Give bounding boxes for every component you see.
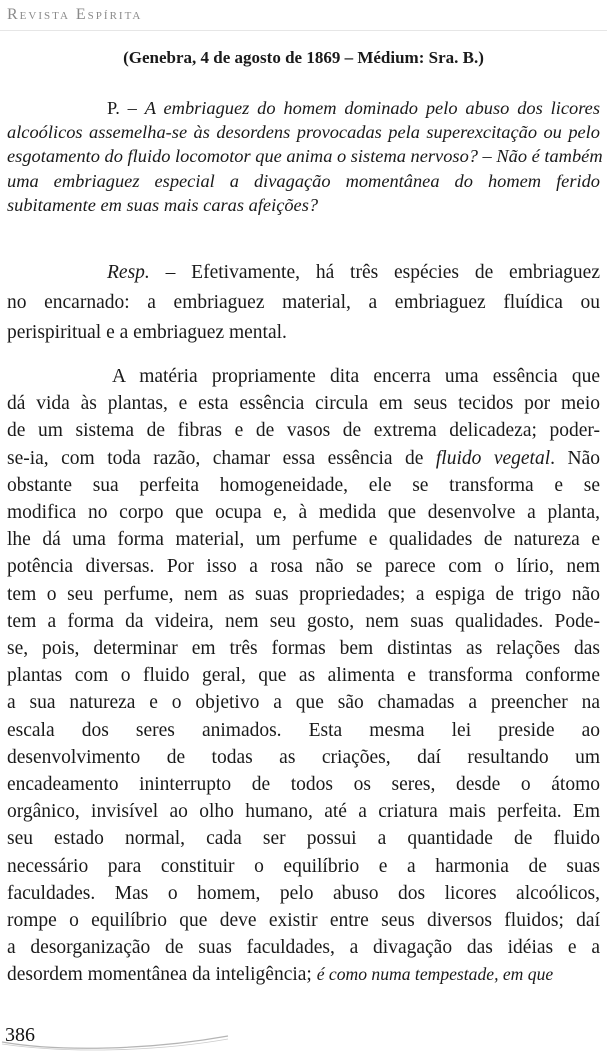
header-divider (0, 30, 607, 31)
body-line: faculdades. Mas o homem, pelo abuso dos licores alcoólicos, (7, 882, 600, 904)
question-paragraph (7, 96, 603, 217)
body-line: encadeamento ininterrupto de todos os seres, desde o átomo (7, 774, 600, 796)
body-line: seu estado normal, cada ser possui a quantidade de fluido (7, 828, 600, 850)
body-line: tem a forma da videira, nem seu gosto, nem suas qualidades. Pode- (7, 610, 600, 632)
response-label: Resp. (107, 262, 150, 283)
body-line: dá vida às plantas, e esta essência circula em seus tecidos por meio (7, 393, 600, 415)
question-line: alcoólicos assemelha-se às desordens provocadas pela superexcitação ou pelo (7, 122, 600, 143)
body-line: escala dos seres animados. Esta mesma lei preside ao (7, 719, 600, 741)
body-line: a desorganização de suas faculdades, a divagação das idéias e a (7, 937, 600, 959)
question-line: uma embriaguez especial a divagação momentânea do homem ferido (7, 170, 600, 191)
body-lines-container (7, 472, 600, 962)
body-line: rompe o equilíbrio que deve existir entre seus diversos fluidos; daí (7, 910, 600, 932)
body-line: A matéria propriamente dita encerra uma essência que (112, 366, 600, 387)
body-line: modifica no corpo que ocupa e, à medida que desenvolve a planta, (7, 502, 600, 524)
page-number: 386 (5, 1024, 35, 1046)
body-line: orgânico, invisível ao olho humano, até a criatura mais perfeita. Em (7, 801, 600, 823)
body-line: a sua natureza e o objetivo a que são chamadas a preencher na (7, 692, 600, 714)
response-line: Resp. – Efetivamente, há três espécies de embriaguez (107, 262, 600, 283)
body-line: necessário para constituir o equilíbrio e a harmonia de suas (7, 855, 600, 877)
italic-continuation: é como numa tempestade, em que (316, 964, 554, 985)
question-line: P. – A embriaguez do homem dominado pelo abuso dos licores (107, 98, 600, 118)
running-head: Revista Espírita (7, 6, 143, 23)
response-line: no encarnado: a embriaguez material, a embriaguez fluídica ou (7, 292, 600, 313)
question-line-text: A embriaguez do homem dominado pelo abuso dos licores (144, 98, 600, 118)
main-paragraph (7, 363, 600, 989)
question-line: esgotamento do fluido locomotor que anima o sistema nervoso? – Não é também (7, 146, 603, 167)
body-line: lhe dá uma forma material, um perfume e qualidades de natureza e (7, 529, 600, 551)
question-line: subitamente em suas mais caras afeições? (7, 194, 319, 215)
body-line: tem o seu perfume, nem as suas propriedades; a espiga de trigo não (7, 583, 600, 605)
response-paragraph (7, 258, 600, 348)
body-line: obstante sua perfeita homogeneidade, ele se transforma e se (7, 474, 600, 496)
body-line: plantas com o fluido geral, que as alimenta e transforma conforme (7, 665, 600, 687)
body-line: de um sistema de fibras e de vasos de extrema delicadeza; poder- (7, 420, 600, 442)
body-line: desenvolvimento de todas as criações, daí resultando um (7, 746, 600, 768)
body-line: se, pois, determinar em três formas bem distintas as relações das (7, 638, 600, 660)
body-line: se-ia, com toda razão, chamar essa essência de fluido vegetal. Não (7, 447, 600, 469)
message-subtitle: (Genebra, 4 de agosto de 1869 – Médium: Sra. B.) (123, 48, 484, 67)
body-line: desordem momentânea da inteligência; é como numa tempestade, em que (7, 964, 554, 986)
italic-term: fluido vegetal (435, 447, 551, 469)
body-line: potência diversas. Por isso a rosa não se parece com o lírio, nem (7, 556, 600, 578)
response-line: perispiritual e a embriaguez mental. (7, 322, 287, 343)
